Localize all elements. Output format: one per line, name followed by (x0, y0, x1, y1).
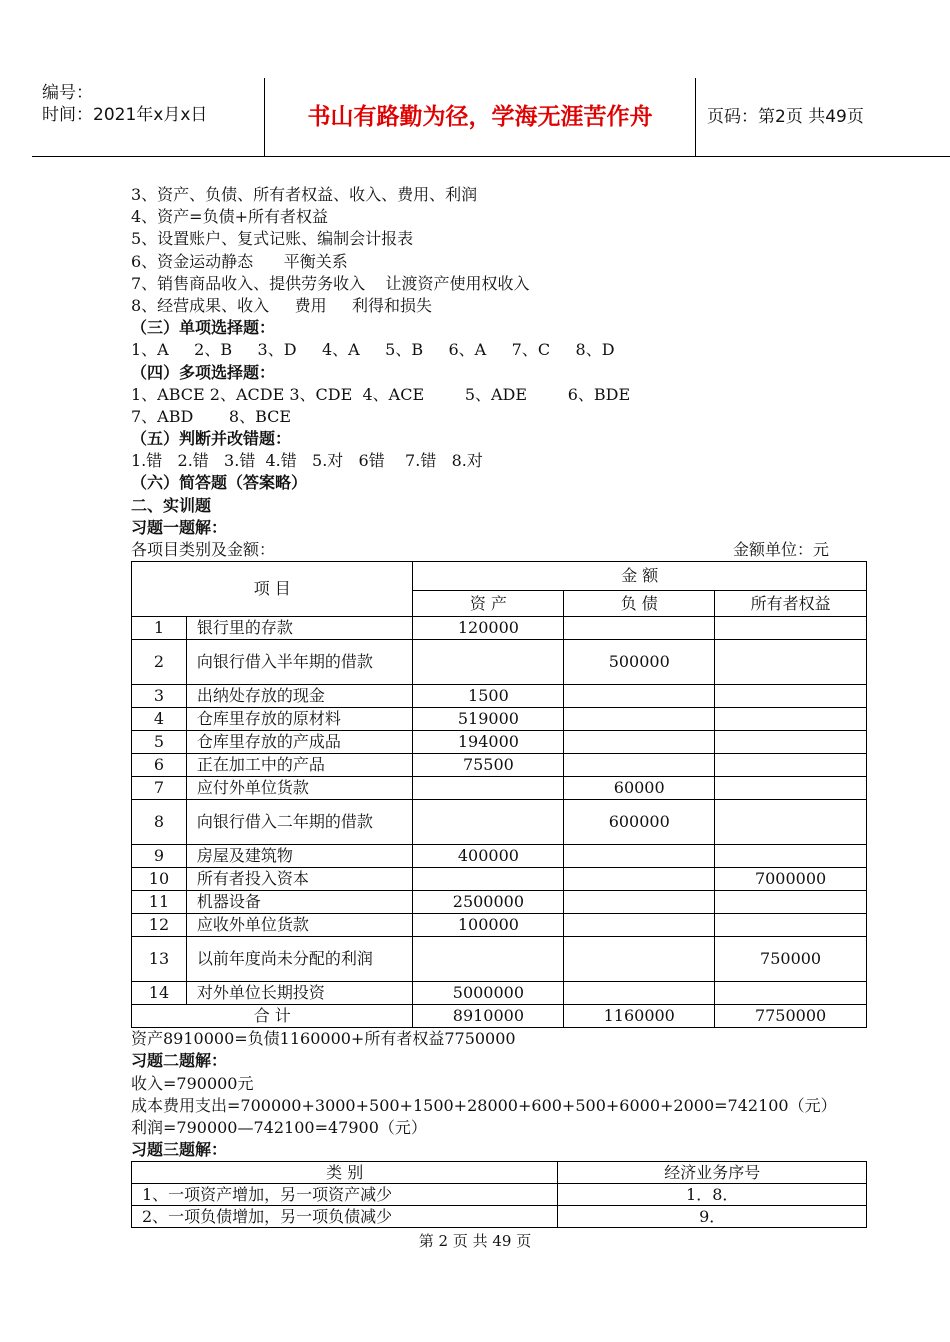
row-number: 8 (132, 800, 187, 845)
answer-line: 3、资产、负债、所有者权益、收入、费用、利润 (131, 185, 478, 204)
calculation-line: 收入=790000元 (131, 1073, 254, 1093)
table-row (132, 731, 867, 754)
row-equity (715, 640, 867, 685)
table-row (132, 685, 867, 708)
header-liabilities: 负 债 (564, 591, 715, 617)
row-item-name: 房屋及建筑物 (186, 845, 413, 868)
row-assets: 1500 (413, 685, 564, 708)
header-assets: 资 产 (413, 591, 564, 617)
answer-line: 6、资金运动静态 平衡关系 (131, 251, 348, 271)
header-motto: 书山有路勤为径，学海无涯苦作舟 (307, 104, 653, 130)
row-assets (413, 800, 564, 845)
row-liabilities (564, 754, 715, 777)
true-false-answers: 1.错 2.错 3.错 4.错 5.对 6错 7.错 8.对 (131, 451, 483, 471)
accounts-table (131, 561, 867, 1028)
row-assets (413, 868, 564, 891)
table-row (132, 891, 867, 914)
row-number: 7 (132, 777, 187, 800)
row-number: 13 (132, 937, 187, 982)
section-title: （三）单项选择题： (131, 318, 276, 338)
row-number: 9 (132, 845, 187, 868)
accounts-table-body (132, 617, 867, 1005)
row-assets (413, 937, 564, 982)
balance-equation: 资产8910000=负债1160000+所有者权益7750000 (131, 1029, 516, 1049)
total-equity: 7750000 (715, 1005, 867, 1028)
row-number: 11 (132, 891, 187, 914)
row-equity: 750000 (715, 937, 867, 982)
row-number: 4 (132, 708, 187, 731)
row-item-name: 以前年度尚未分配的利润 (186, 937, 413, 982)
header-sequence: 经济业务序号 (558, 1162, 867, 1184)
row-equity (715, 800, 867, 845)
row-item-name: 向银行借入半年期的借款 (186, 640, 413, 685)
table-row (132, 708, 867, 731)
row-liabilities (564, 868, 715, 891)
row-item-name: 机器设备 (186, 891, 413, 914)
row-assets: 2500000 (413, 891, 564, 914)
table-row (132, 914, 867, 937)
header-category: 类 别 (132, 1162, 558, 1184)
single-choice-answers: 1、A 2、B 3、D 4、A 5、B 6、A 7、C 8、D (131, 340, 615, 360)
row-assets: 400000 (413, 845, 564, 868)
row-liabilities (564, 982, 715, 1005)
table-row (132, 800, 867, 845)
calculation-line: 成本费用支出=700000+3000+500+1500+28000+600+500+6000+2000=742100（元） (131, 1095, 837, 1115)
row-assets: 100000 (413, 914, 564, 937)
row-item-name: 银行里的存款 (186, 617, 413, 640)
part-title: 二、实训题 (131, 495, 212, 515)
total-label: 合 计 (132, 1005, 413, 1028)
calculation-line: 利润=790000—742100=47900（元） (131, 1117, 427, 1137)
header-left (42, 82, 207, 126)
table-row (132, 754, 867, 777)
row-assets: 5000000 (413, 982, 564, 1005)
row-number: 14 (132, 982, 187, 1005)
table-row (132, 982, 867, 1005)
row-liabilities (564, 617, 715, 640)
header-page-label: 页码：第2页 共49页 (707, 107, 864, 127)
multi-choice-answers: 1、ABCE 2、ACDE 3、CDE 4、ACE 5、ADE 6、BDE (131, 384, 631, 404)
table-row (132, 845, 867, 868)
table-caption: 各项目类别及金额： (131, 540, 276, 559)
total-liabilities: 1160000 (564, 1005, 715, 1028)
answer-line: 5、设置账户、复式记账、编制会计报表 (131, 229, 414, 249)
row-category: 1、一项资产增加，另一项资产减少 (132, 1184, 558, 1206)
total-assets: 8910000 (413, 1005, 564, 1028)
row-liabilities: 60000 (564, 777, 715, 800)
answer-lines (131, 184, 871, 317)
row-assets (413, 640, 564, 685)
row-item-name: 仓库里存放的产成品 (186, 731, 413, 754)
row-item-name: 应收外单位货款 (186, 914, 413, 937)
row-equity (715, 617, 867, 640)
row-equity: 7000000 (715, 868, 867, 891)
row-category: 2、一项负债增加，另一项负债减少 (132, 1206, 558, 1228)
amount-unit: 金额单位：元 (732, 540, 829, 559)
row-item-name: 仓库里存放的原材料 (186, 708, 413, 731)
table-row (132, 1206, 867, 1228)
row-item-name: 对外单位长期投资 (186, 982, 413, 1005)
table-row (132, 868, 867, 891)
row-assets: 519000 (413, 708, 564, 731)
document-body (131, 184, 871, 1228)
row-assets: 120000 (413, 617, 564, 640)
row-liabilities (564, 685, 715, 708)
row-liabilities (564, 845, 715, 868)
exercise-title: 习题二题解： (131, 1051, 228, 1071)
table-row (132, 1184, 867, 1206)
exercise-title: 习题三题解： (131, 1140, 228, 1160)
row-number: 12 (132, 914, 187, 937)
table-caption-row (131, 539, 871, 561)
section-title: （六）简答题（答案略） (131, 473, 308, 493)
row-equity (715, 891, 867, 914)
row-liabilities (564, 891, 715, 914)
row-liabilities (564, 708, 715, 731)
row-number: 2 (132, 640, 187, 685)
table-row (132, 937, 867, 982)
business-category-table (131, 1161, 867, 1228)
header-item: 项 目 (132, 562, 413, 617)
exercise-title: 习题一题解： (131, 517, 228, 537)
row-liabilities (564, 914, 715, 937)
row-liabilities (564, 937, 715, 982)
multi-choice-answers: 7、ABD 8、BCE (131, 406, 292, 426)
table-row (132, 617, 867, 640)
row-assets (413, 777, 564, 800)
row-equity (715, 914, 867, 937)
header-amount: 金 额 (413, 562, 867, 591)
row-sequence: 1．8． (558, 1184, 867, 1206)
row-equity (715, 754, 867, 777)
row-sequence: 9． (558, 1206, 867, 1228)
total-row (132, 1005, 867, 1028)
header-divider (695, 78, 696, 156)
row-liabilities (564, 731, 715, 754)
answer-line: 8、经营成果、收入 费用 利得和损失 (131, 295, 433, 315)
header-equity: 所有者权益 (715, 591, 867, 617)
row-number: 10 (132, 868, 187, 891)
answer-line: 4、资产=负债+所有者权益 (131, 207, 328, 227)
row-item-name: 出纳处存放的现金 (186, 685, 413, 708)
row-assets: 194000 (413, 731, 564, 754)
row-item-name: 应付外单位货款 (186, 777, 413, 800)
row-equity (715, 708, 867, 731)
row-item-name: 所有者投入资本 (186, 868, 413, 891)
row-equity (715, 982, 867, 1005)
row-item-name: 正在加工中的产品 (186, 754, 413, 777)
row-liabilities: 600000 (564, 800, 715, 845)
row-equity (715, 685, 867, 708)
number-label: 编号： (42, 83, 93, 103)
row-number: 5 (132, 731, 187, 754)
page-footer: 第 2 页 共 49 页 (418, 1232, 532, 1250)
exercise-2-lines (131, 1073, 871, 1140)
time-label: 时间：2021年x月x日 (42, 105, 208, 125)
answer-line: 7、销售商品收入、提供劳务收入 让渡资产使用权收入 (131, 273, 530, 293)
row-number: 1 (132, 617, 187, 640)
row-item-name: 向银行借入二年期的借款 (186, 800, 413, 845)
row-equity (715, 777, 867, 800)
table-row (132, 777, 867, 800)
row-assets: 75500 (413, 754, 564, 777)
row-number: 6 (132, 754, 187, 777)
section-title: （四）多项选择题： (131, 362, 276, 382)
page-header (32, 78, 950, 157)
row-equity (715, 731, 867, 754)
section-title: （五）判断并改错题： (131, 429, 292, 449)
row-equity (715, 845, 867, 868)
row-number: 3 (132, 685, 187, 708)
table-row (132, 640, 867, 685)
business-category-body (132, 1184, 867, 1228)
row-liabilities: 500000 (564, 640, 715, 685)
